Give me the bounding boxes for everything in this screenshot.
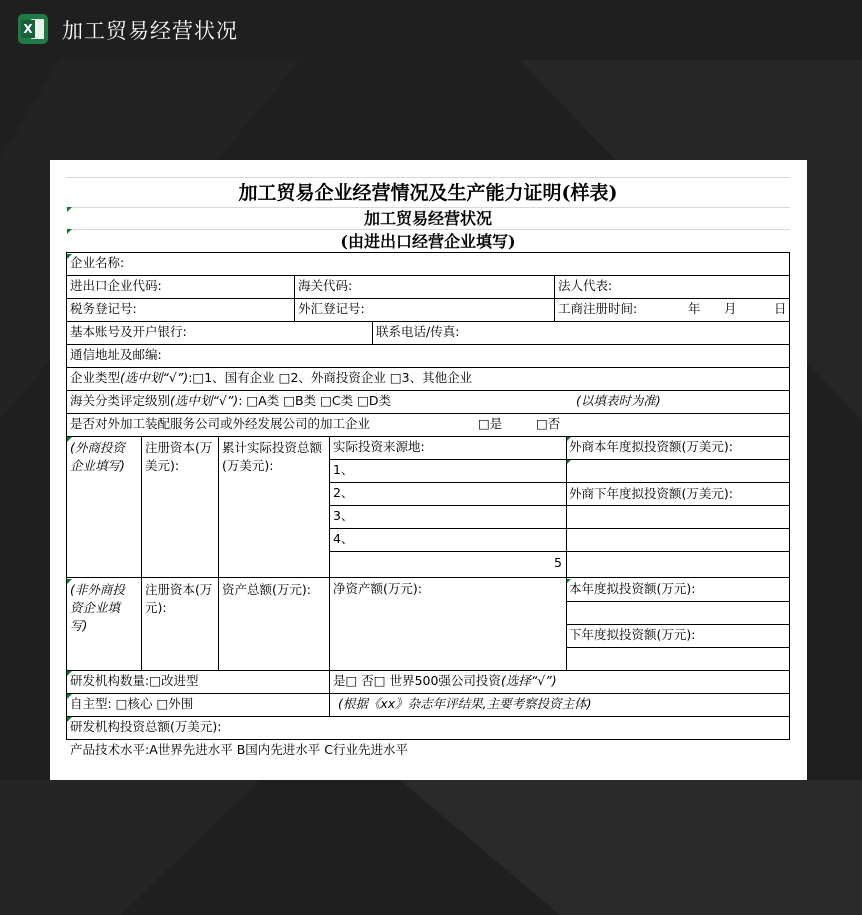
company-name-label: 企业名称: bbox=[70, 255, 125, 270]
rd-investment-label: 研发机构投资总额(万美元): bbox=[70, 719, 222, 734]
outsourcing-yes: □是 bbox=[478, 416, 503, 431]
form-subtitle-2: (由进出口经营企业填写) bbox=[340, 232, 516, 251]
source-2: 2、 bbox=[333, 485, 354, 500]
source-1: 1、 bbox=[333, 462, 354, 477]
bank-account-label: 基本账号及开户银行: bbox=[70, 324, 187, 339]
fortune500-row bbox=[333, 673, 557, 689]
enterprise-type-hint: (选中划“√”) bbox=[120, 370, 189, 385]
legal-rep-label: 法人代表: bbox=[558, 278, 613, 293]
customs-class-note: (以填表时为准) bbox=[576, 393, 661, 408]
contact-phone-label: 联系电话/传真: bbox=[376, 324, 460, 339]
forex-reg-label: 外汇登记号: bbox=[298, 301, 365, 316]
form-title: 加工贸易企业经营情况及生产能力证明(样表) bbox=[238, 182, 618, 204]
rd-count-label: 研发机构数量:□改进型 bbox=[70, 673, 199, 688]
plan-this-year-label: 本年度拟投资额(万元): bbox=[569, 581, 696, 596]
address-zip-label: 通信地址及邮编: bbox=[70, 347, 162, 362]
title-bar bbox=[0, 0, 862, 60]
year-label: 年 bbox=[688, 301, 701, 316]
self-owned-label: 自主型: □核心 □外围 bbox=[70, 696, 194, 711]
net-assets-label: 净资产额(万元): bbox=[333, 581, 422, 596]
document-title: 加工贸易经营状况 bbox=[62, 19, 238, 43]
tech-level-label: 产品技术水平:A世界先进水平 B国内先进水平 C行业先进水平 bbox=[70, 742, 409, 757]
customs-class-row bbox=[70, 393, 391, 409]
fortune500-label: 是□ 否□ 世界500强公司投资 bbox=[333, 673, 501, 688]
spreadsheet-form bbox=[66, 177, 790, 775]
reg-capital-foreign-label: 注册资本(万美元): bbox=[145, 440, 213, 473]
foreign-enterprise-label: (外商投资企业填写) bbox=[70, 440, 125, 473]
customs-code-label: 海关代码: bbox=[298, 278, 353, 293]
invest-source-label: 实际投资来源地: bbox=[333, 439, 425, 454]
source-5: 5 bbox=[554, 555, 562, 570]
domestic-enterprise-label: (非外商投资企业填写) bbox=[70, 582, 125, 633]
business-reg-time-label: 工商注册时间: bbox=[558, 301, 638, 316]
enterprise-type-label: 企业类型 bbox=[70, 370, 121, 385]
source-3: 3、 bbox=[333, 508, 354, 523]
plan-next-year-label: 下年度拟投资额(万元): bbox=[569, 627, 696, 642]
self-owned-note: (根据《xx》杂志年评结果,主要考察投资主体) bbox=[338, 696, 592, 711]
outsourcing-no: □否 bbox=[536, 416, 561, 431]
tax-reg-label: 税务登记号: bbox=[70, 301, 137, 316]
month-label: 月 bbox=[724, 301, 737, 316]
import-export-code-label: 进出口企业代码: bbox=[70, 278, 162, 293]
customs-class-options: : □A类 □B类 □C类 □D类 bbox=[238, 393, 392, 408]
customs-class-label: 海关分类评定级别 bbox=[70, 393, 171, 408]
outsourcing-question: 是否对外加工装配服务公司或外经发展公司的加工企业 bbox=[70, 416, 371, 431]
excel-icon: X bbox=[18, 14, 48, 44]
foreign-plan-next-year-label: 外商下年度拟投资额(万美元): bbox=[569, 486, 733, 501]
reg-capital-domestic-label: 注册资本(万元): bbox=[145, 582, 213, 615]
enterprise-type-row bbox=[70, 370, 472, 386]
enterprise-type-options: :□1、国有企业 □2、外商投资企业 □3、其他企业 bbox=[188, 370, 473, 385]
foreign-plan-this-year-label: 外商本年度拟投资额(万美元): bbox=[569, 439, 733, 454]
fortune500-hint: (选择“√”) bbox=[500, 673, 557, 688]
customs-class-hint: (选中划“√”) bbox=[170, 393, 239, 408]
form-subtitle: 加工贸易经营状况 bbox=[363, 209, 492, 228]
day-label: 日 bbox=[774, 301, 787, 316]
source-4: 4、 bbox=[333, 531, 354, 546]
total-assets-label: 资产总额(万元): bbox=[222, 582, 311, 597]
cum-investment-label: 累计实际投资总额(万美元): bbox=[222, 440, 323, 473]
